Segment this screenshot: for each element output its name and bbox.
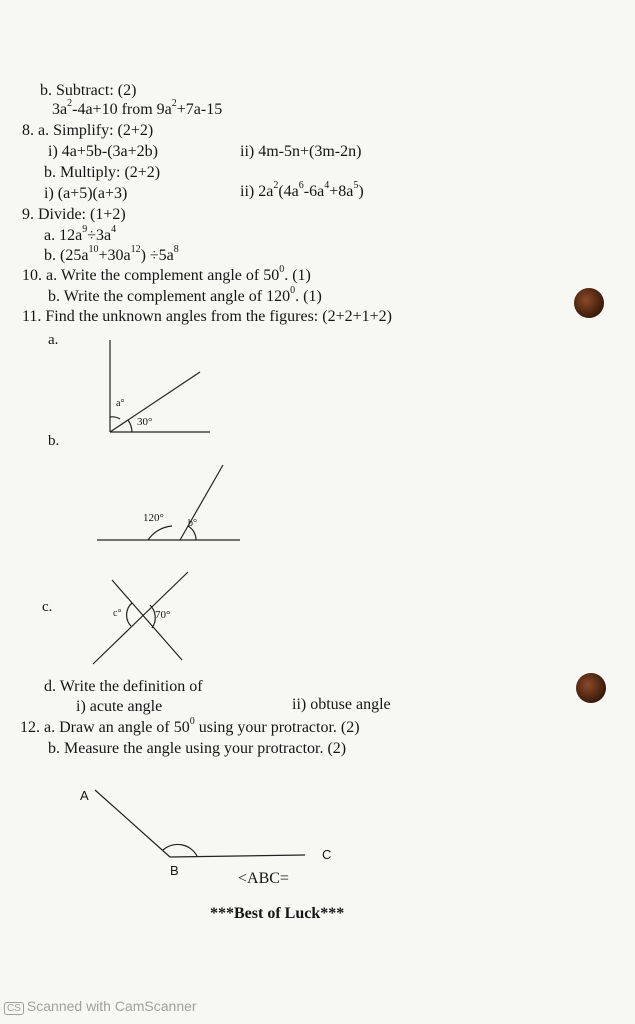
q11b-label: b.: [48, 433, 60, 449]
fig-a-known-angle: 30°: [137, 416, 153, 428]
point-c-label: C: [322, 847, 332, 862]
figure-a: [110, 340, 210, 432]
q11c-label: c.: [42, 599, 53, 615]
q9b: b. $(25a^{10}+30a^{12}) \div 5a^8$: [44, 243, 179, 264]
q8a-ii: ii) 4m-5n+(3m-2n): [240, 143, 362, 160]
camscanner-logo: CS: [4, 1002, 24, 1015]
figure-b: [97, 465, 240, 540]
q11d-i: i) acute angle: [76, 698, 163, 715]
angle-abc-answer: <ABC=: [238, 870, 289, 887]
q9-label: 9. Divide: (1+2): [22, 206, 126, 223]
scanner-watermark: [4, 998, 197, 1015]
q8-label: 8. a. Simplify: (2+2): [22, 122, 154, 139]
fig-b-known-angle: 120°: [143, 512, 164, 524]
q10a: 10. a. Write the complement angle of $50^0$. (1): [22, 263, 311, 284]
q11-label: 11. Find the unknown angles from the figures: (2+2+1+2): [22, 308, 392, 325]
punch-hole-bottom: [576, 673, 606, 703]
q8b-i: i) (a+5)(a+3): [44, 185, 128, 202]
figure-c: [93, 572, 188, 664]
q7b-expression: $3a^2-4a+10$ from $9a^2+7a-15$: [52, 97, 223, 118]
watermark-text: Scanned with CamScanner: [26, 998, 197, 1014]
figure-abc: [95, 790, 305, 857]
fig-a-unknown-angle: a°: [116, 398, 125, 409]
fig-c-unknown-angle: c°: [113, 608, 122, 619]
fig-b-unknown-angle: b°: [188, 518, 197, 529]
best-of-luck: ***Best of Luck***: [210, 905, 345, 922]
fig-c-known-angle: 70°: [155, 609, 171, 621]
point-b-label: B: [170, 863, 179, 878]
q11a-label: a.: [48, 332, 59, 348]
q12a: 12. a. Draw an angle of $50^0$ using your protractor. (2): [20, 715, 360, 736]
point-a-label: A: [80, 788, 89, 803]
q12b: b. Measure the angle using your protractor. (2): [48, 740, 347, 757]
q11d-label: d. Write the definition of: [44, 678, 203, 695]
q9a: a. $12a^9\div 3a^4$: [44, 223, 117, 244]
q8a-i: i) 4a+5b-(3a+2b): [48, 143, 159, 160]
q7b-label: b. Subtract: (2): [40, 82, 137, 99]
punch-hole-top: [574, 288, 604, 318]
q11d-ii: ii) obtuse angle: [292, 696, 391, 713]
q8b-label: b. Multiply: (2+2): [44, 164, 161, 181]
q10b: b. Write the complement angle of $120^0$. (1): [48, 284, 322, 305]
q8b-ii: ii) $2a^2(4a^6-6a^4+8a^5)$: [240, 179, 364, 200]
